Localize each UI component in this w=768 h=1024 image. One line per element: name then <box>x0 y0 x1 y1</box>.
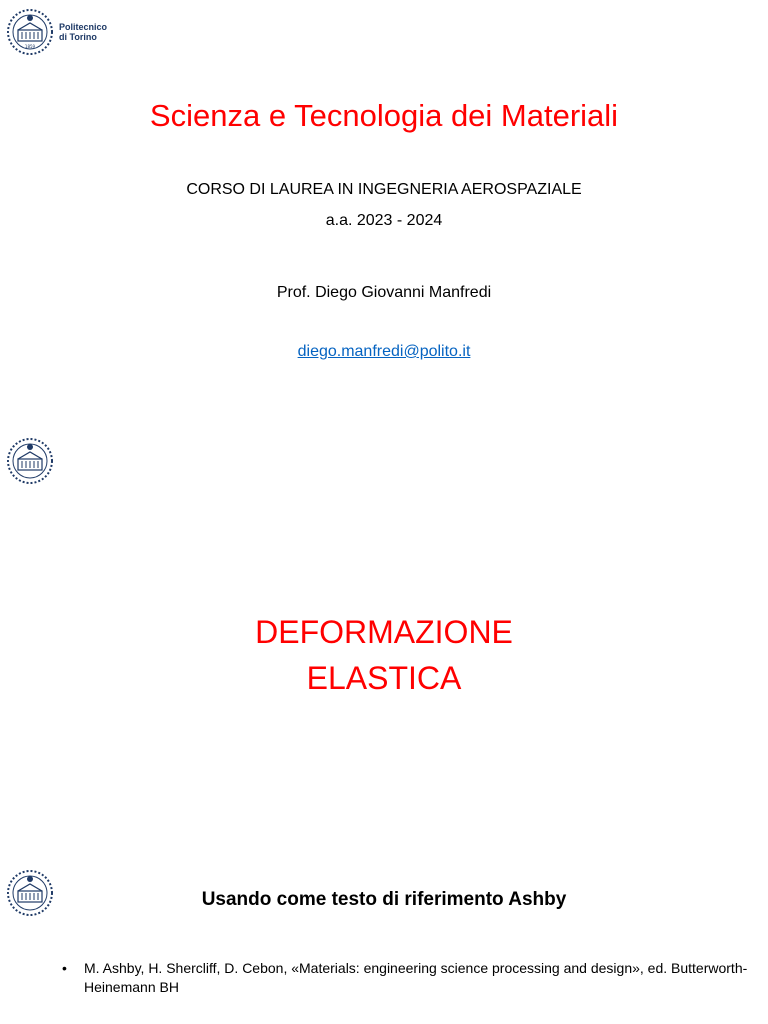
logo-line-2: di Torino <box>59 32 97 42</box>
politecnico-logo-small <box>6 437 54 485</box>
title-slide <box>0 0 768 412</box>
section-slide <box>0 412 768 847</box>
politecnico-logo <box>6 8 107 56</box>
seal-year: 1859 <box>24 44 36 49</box>
degree-program: CORSO DI LAUREA IN INGEGNERIA AEROSPAZIALE <box>186 181 582 198</box>
politecnico-seal-icon <box>6 8 54 56</box>
section-title-line-1: DEFORMAZIONE <box>255 614 513 650</box>
logo-text <box>59 22 107 42</box>
politecnico-seal-icon <box>6 437 54 485</box>
professor-name: Prof. Diego Giovanni Manfredi <box>276 284 492 301</box>
bullet-icon: • <box>62 960 67 976</box>
email-row <box>0 343 768 361</box>
academic-year: a.a. 2023 - 2024 <box>325 212 443 229</box>
reference-list <box>62 959 752 997</box>
reference-heading: Usando come testo di riferimento Ashby <box>201 889 567 910</box>
logo-line-1: Politecnico <box>59 22 108 32</box>
list-item <box>62 959 752 997</box>
section-title-line-2: ELASTICA <box>306 660 462 696</box>
section-title <box>0 609 768 701</box>
course-title: Scienza e Tecnologia dei Materiali <box>149 98 619 133</box>
email-link[interactable]: diego.manfredi@polito.it <box>297 343 471 360</box>
reference-text: M. Ashby, H. Shercliff, D. Cebon, «Materials: engineering science processing and design», ed. Butterworth-Heinemann BH <box>84 960 748 995</box>
reference-slide <box>0 847 768 1024</box>
